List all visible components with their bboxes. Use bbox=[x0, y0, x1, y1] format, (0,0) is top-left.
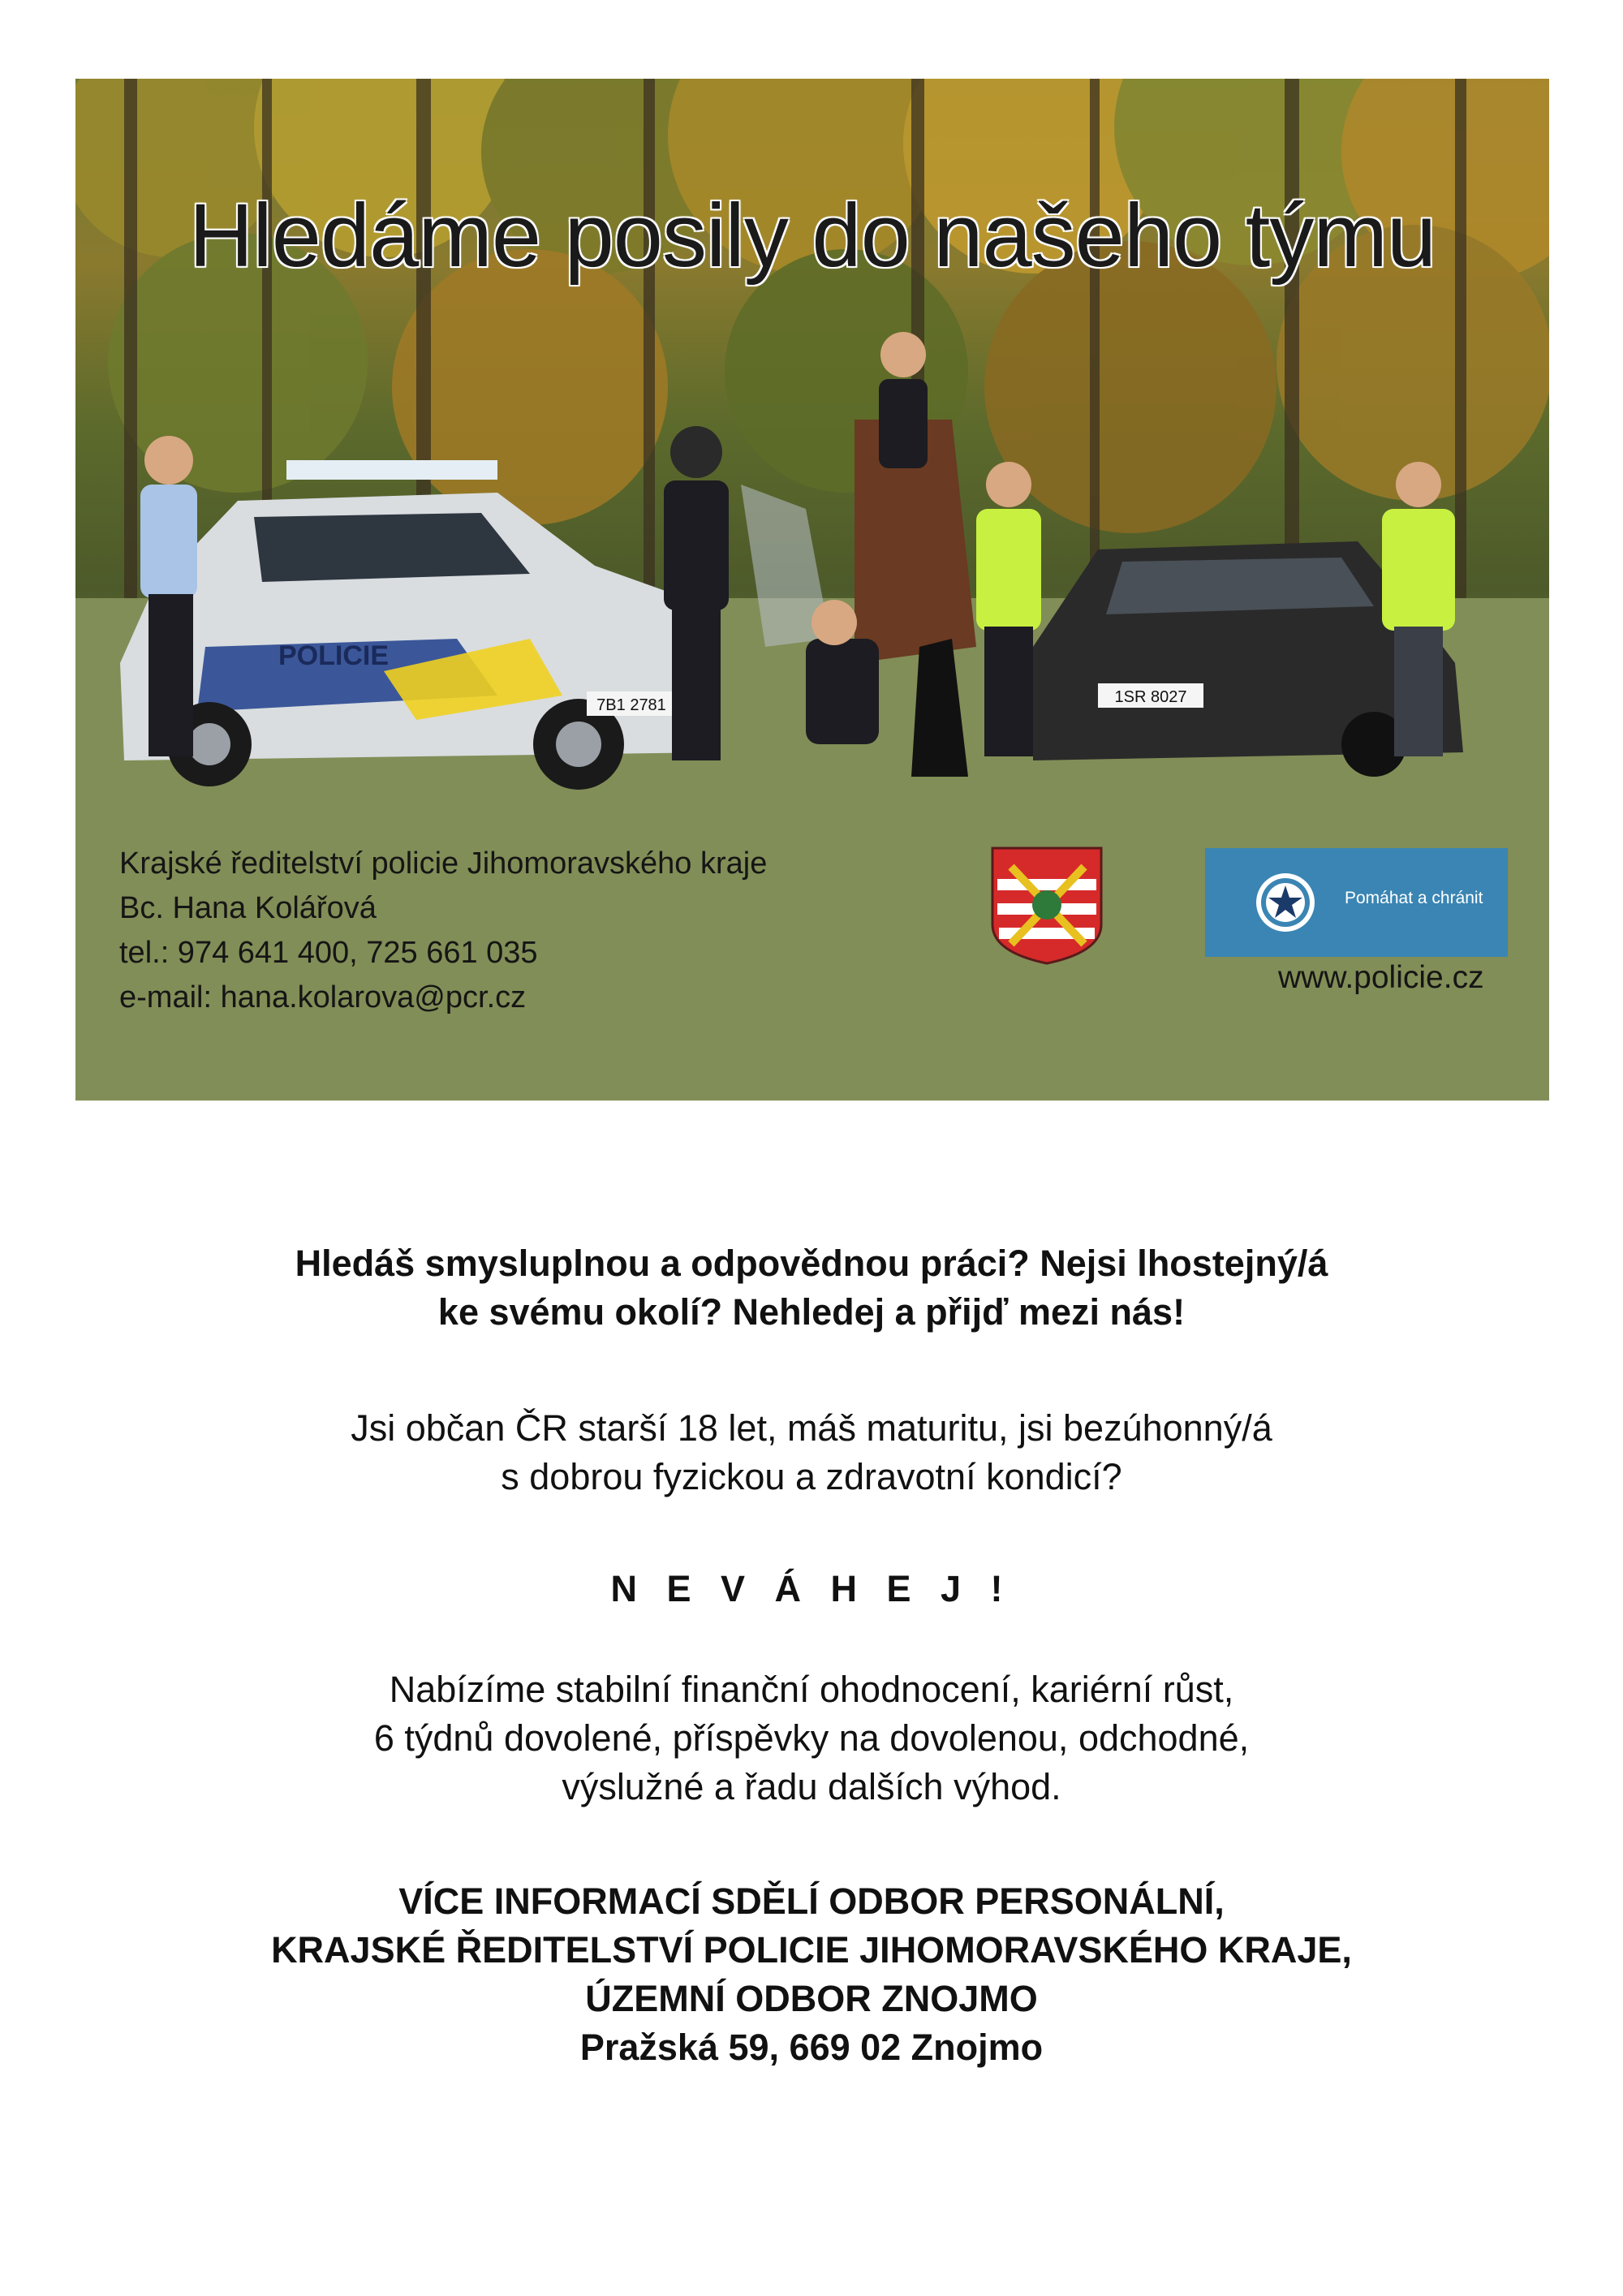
police-badge-panel bbox=[1205, 848, 1508, 957]
requirements-line-2: s dobrou fyzickou a zdravotní kondicí? bbox=[501, 1456, 1122, 1497]
contact-email: e-mail: hana.kolarova@pcr.cz bbox=[119, 980, 527, 1014]
cta-text: N E V Á H E J ! bbox=[610, 1568, 1013, 1609]
headline: Hledáme posily do našeho týmu bbox=[188, 186, 1436, 286]
car-plate-2: 1SR 8027 bbox=[1114, 688, 1187, 706]
offer-line-2: 6 týdnů dovolené, příspěvky na dovolenou, odchodné, bbox=[373, 1717, 1250, 1759]
contact-name: Bc. Hana Kolářová bbox=[119, 891, 377, 925]
info-line-4: Pražská 59, 669 02 Znojmo bbox=[579, 2027, 1044, 2068]
contact-block bbox=[119, 842, 767, 1020]
car-label: POLICIE bbox=[278, 640, 390, 671]
police-star-icon bbox=[1254, 871, 1317, 934]
info-line-1: VÍCE INFORMACÍ SDĚLÍ ODBOR PERSONÁLNÍ, bbox=[398, 1880, 1225, 1922]
recruitment-photo bbox=[75, 79, 1549, 1101]
police-car bbox=[120, 460, 717, 790]
badge-motto: Pomáhat a chránit bbox=[1345, 889, 1483, 907]
offer-paragraph bbox=[0, 1665, 1623, 1811]
contact-org: Krajské ředitelství policie Jihomoravského kraje bbox=[119, 846, 768, 881]
intro-paragraph bbox=[0, 1239, 1623, 1337]
car-plate-1: 7B1 2781 bbox=[596, 696, 666, 714]
offer-line-1: Nabízíme stabilní finanční ohodnocení, kariérní růst, bbox=[389, 1669, 1234, 1710]
offer-line-3: výslužné a řadu dalších výhod. bbox=[562, 1766, 1061, 1807]
regional-crest-icon bbox=[991, 846, 1103, 965]
website-url: www.policie.cz bbox=[1278, 960, 1484, 995]
contact-phone: tel.: 974 641 400, 725 661 035 bbox=[119, 936, 538, 970]
call-to-action bbox=[0, 1565, 1623, 1613]
info-paragraph bbox=[0, 1877, 1623, 2072]
requirements-paragraph bbox=[0, 1404, 1623, 1501]
requirements-line-1: Jsi občan ČR starší 18 let, máš maturitu, jsi bezúhonný/á bbox=[351, 1407, 1272, 1449]
intro-line-2: ke svému okolí? Nehledej a přijď mezi nás! bbox=[437, 1291, 1186, 1333]
info-line-2: KRAJSKÉ ŘEDITELSTVÍ POLICIE JIHOMORAVSKÉHO KRAJE, bbox=[271, 1929, 1352, 1971]
info-line-3: ÚZEMNÍ ODBOR ZNOJMO bbox=[585, 1978, 1038, 2019]
intro-line-1: Hledáš smysluplnou a odpovědnou práci? Nejsi lhostejný/á bbox=[295, 1243, 1328, 1284]
